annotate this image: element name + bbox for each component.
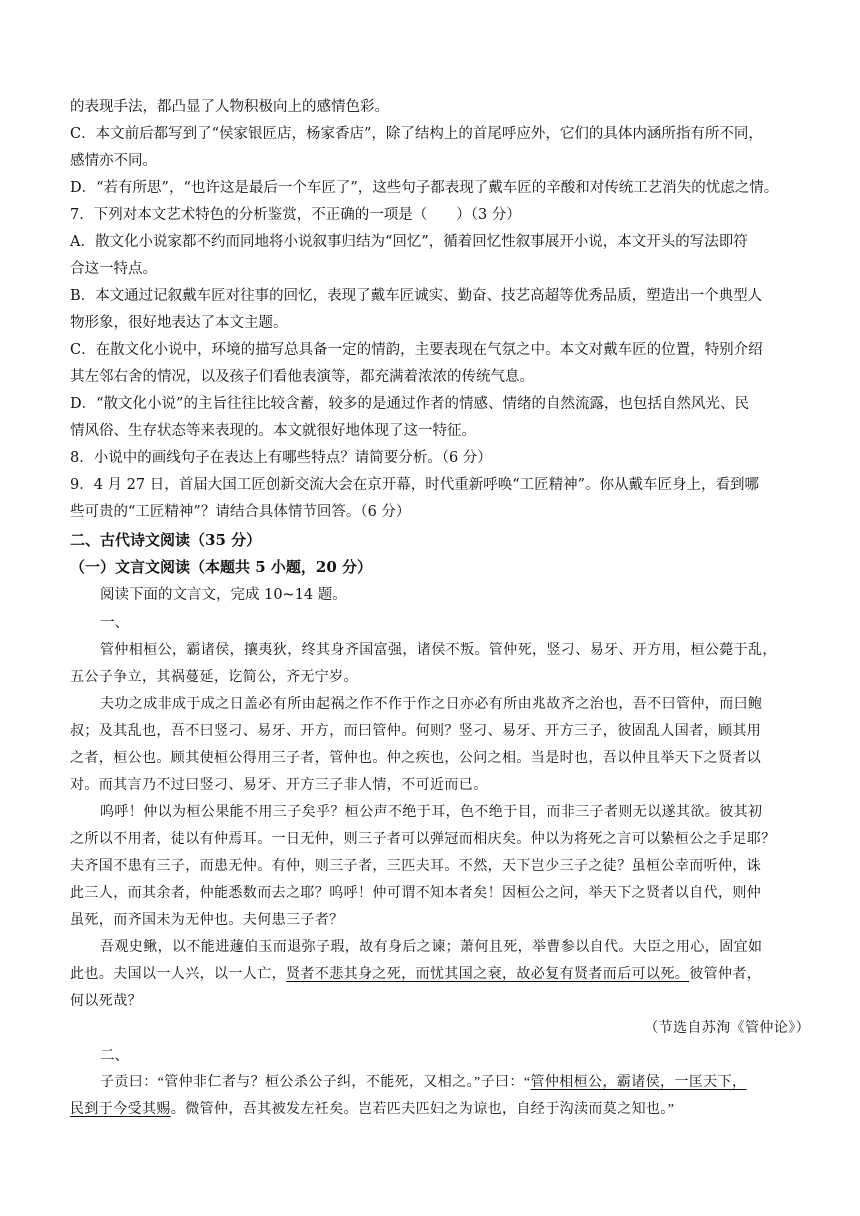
underlined-quote-part1: 管仲相桓公，霸诸侯，一匡天下， (530, 1075, 747, 1090)
para4-line2-start: 此也。夫国以一人兴，以一人亡， (70, 967, 286, 982)
source-citation: （节选自苏洵《管仲论》） (644, 1021, 810, 1036)
question-9-line1: 9．4 月 27 日，首届大国工匠创新交流大会在京开幕，时代重新呼唤“工匠精神”。你从戴车匠身上，看到哪 (70, 477, 760, 493)
para3-line2: 之所以不用者，徒以有仲焉耳。一日无仲，则三子者可以弹冠而相庆矣。仲以为将死之言可以絷桓公之手足耶？ (70, 832, 776, 847)
q6-option-b-tail: 的表现手法，都凸显了人物积极向上的感情色彩。 (70, 99, 389, 115)
part-2-label: 二、 (100, 1048, 129, 1064)
q7-option-a-line1: A．散文化小说家都不约而同地将小说叙事归结为“回忆”，循着回忆性叙事展开小说，本文开头的写法即符 (70, 234, 748, 250)
para5-line2 (70, 1100, 805, 1120)
para5-line2-end: 。微管仲，吾其被发左衽矣。岂若匹夫匹妇之为谅也，自经于沟渎而莫之知也。” (170, 1102, 675, 1117)
q7-option-b-line2: 物形象，很好地表达了本文主题。 (70, 315, 288, 331)
para3-line1: 呜呼！仲以为桓公果能不用三子矣乎？桓公声不绝于耳，色不绝于目，而非三子者则无以遂其欲。彼其初 (100, 805, 763, 820)
section-2-heading: 二、古代诗文阅读（35 分） (70, 531, 262, 549)
para4-line2-end: 彼管仲者， (689, 967, 762, 982)
para4-line3: 何以死哉？ (70, 994, 142, 1009)
para4-line2 (70, 965, 805, 985)
underlined-quote-part2: 民到于今受其赐 (70, 1102, 171, 1117)
para4-line1: 吾观史鳅，以不能进蘧伯玉而退弥子瑕，故有身后之谏；萧何且死，举曹参以自代。大臣之用心，固宜如 (100, 940, 763, 955)
q7-option-a-line2: 合这一特点。 (70, 261, 157, 277)
question-9-line2: 些可贵的“工匠精神”？请结合具体情节回答。（6 分） (70, 504, 411, 520)
part-1-label: 一、 (100, 615, 129, 631)
para1-line2: 五公子争立，其祸蔓延，讫简公，齐无宁岁。 (70, 670, 358, 685)
para1-line1: 管仲相桓公，霸诸侯，攘夷狄，终其身齐国富强，诸侯不叛。管仲死，竖刁、易牙、开方用，桓公薨于乱， (100, 643, 777, 658)
para3-line4: 此三人，而其余者，仲能悉数而去之耶？呜呼！仲可谓不知本者矣！因桓公之问，举天下之贤者以自代，则仲 (70, 886, 762, 901)
para2-line2: 叔；及其乱也，吾不曰竖刁、易牙、开方，而曰管仲。何则？竖刁、易牙、开方三子，彼固乱人国者，顾其用 (70, 724, 762, 739)
q6-option-d: D．“若有所思”，“也许这是最后一个车匠了”，这些句子都表现了戴车匠的辛酸和对传统工艺消失的忧虑之情。 (70, 180, 779, 196)
question-7: 7．下列对本文艺术特色的分析鉴赏，不正确的一项是（ ）（3 分） (70, 207, 521, 223)
para5-line1 (100, 1073, 805, 1093)
para2-line4: 对。而其言乃不过曰竖刁、易牙、开方三子非人情，不可近而已。 (70, 778, 488, 793)
q7-option-d-line1: D．“散文化小说”的主旨往往比较含蓄，较多的是通过作者的情感、情绪的自然流露，也包括自然风光、民 (70, 396, 749, 412)
para2-line3: 之者，桓公也。顾其使桓公得用三子者，管仲也。仲之疾也，公问之相。当是时也，吾以仲且举天下之贤者以 (70, 751, 762, 766)
para3-line3: 夫齐国不患有三子，而患无仲。有仲，则三子者，三匹夫耳。不然，天下岂少三子之徒？虽桓公幸而听仲，诛 (70, 859, 762, 874)
q7-option-c-line1: C．在散文化小说中，环境的描写总具备一定的情韵，主要表现在气氛之中。本文对戴车匠的位置，特别介绍 (70, 342, 763, 358)
q6-option-c-line1: C．本文前后都写到了“侯家银匠店，杨家香店”，除了结构上的首尾呼应外，它们的具体内涵所指有所不同， (70, 126, 763, 142)
para5-line1-start: 子贡曰：“管仲非仁者与？桓公杀公子纠，不能死，又相之。”子曰：“ (100, 1075, 531, 1090)
reading-instruction: 阅读下面的文言文，完成 10~14 题。 (100, 587, 347, 603)
para3-line5: 虽死，而齐国未为无仲也。夫何患三子者？ (70, 913, 344, 928)
question-8: 8．小说中的画线句子在表达上有哪些特点？请简要分析。（6 分） (70, 450, 492, 466)
q7-option-c-line2: 其左邻右舍的情况，以及孩子们看他表演等，都充满着浓浓的传统气息。 (70, 369, 534, 385)
q7-option-d-line2: 情风俗、生存状态等来表现的。本文就很好地体现了这一特征。 (70, 423, 476, 439)
para2-line1: 夫功之成非成于成之日盖必有所由起祸之作不作于作之日亦必有所由兆故齐之治也，吾不曰管仲，而曰鲍 (100, 697, 763, 712)
q6-option-c-line2: 感情亦不同。 (70, 153, 157, 169)
q7-option-b-line1: B．本文通过记叙戴车匠对往事的回忆，表现了戴车匠诚实、勤奋、技艺高超等优秀品质，塑造出一个典型人 (70, 288, 763, 304)
underlined-sentence: 贤者不悲其身之死，而忧其国之衰，故必复有贤者而后可以死。 (286, 967, 690, 982)
subsection-1-heading: （一）文言文阅读（本题共 5 小题，20 分） (70, 558, 372, 576)
